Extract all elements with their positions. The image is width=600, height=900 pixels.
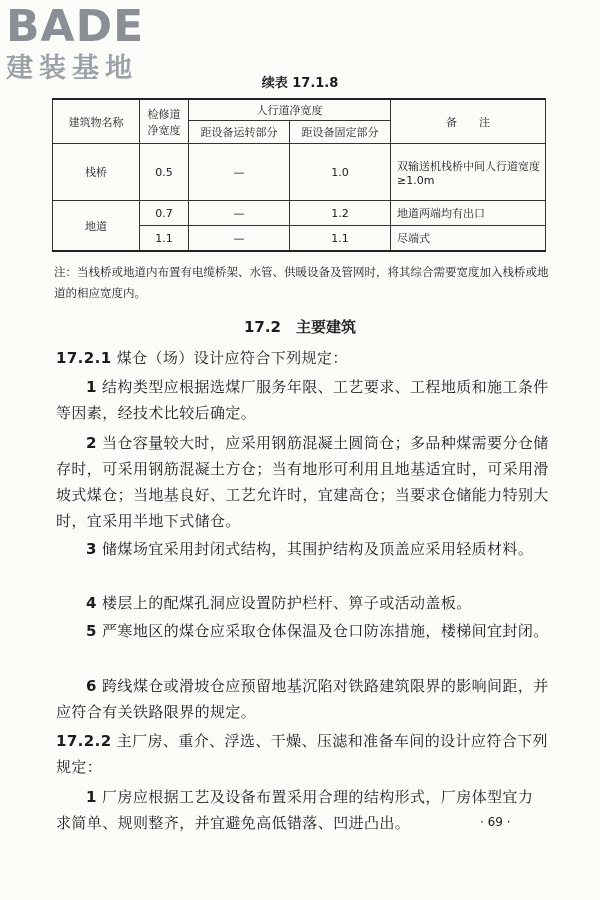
item-text: 厂房应根据工艺及设备布置采用合理的结构形式，厂房体型宜力求简单、规则整齐，并宜避免高低错落、凹进凸出。 — [56, 788, 534, 832]
item-text: 结构类型应根据选煤厂服务年限、工艺要求、工程地质和施工条件等因素，经技术比较后确定。 — [56, 378, 549, 422]
table-row — [53, 144, 546, 201]
item-number: 1 — [86, 788, 97, 806]
cell-moving: — — [189, 201, 290, 226]
page-number: · 69 · — [480, 815, 511, 829]
cell-moving: — — [189, 226, 290, 252]
header-remark: 备 注 — [391, 99, 546, 144]
cell-name: 栈桥 — [53, 144, 140, 201]
table-caption: 续表 17.1.8 — [261, 76, 339, 91]
item-text: 严寒地区的煤仓应采取仓体保温及仓口防冻措施，楼梯间宜封闭。 — [102, 622, 549, 640]
cell-name: 地道 — [53, 201, 140, 252]
header-from-fixed-parts: 距设备固定部分 — [290, 121, 391, 144]
cell-clear: 1.1 — [140, 226, 189, 252]
item-number: 1 — [86, 378, 97, 396]
item-number: 3 — [86, 540, 97, 558]
list-item — [56, 784, 536, 836]
item-text: 当仓容量较大时，应采用钢筋混凝土圆筒仓；多品种煤需要分仓储存时，可采用钢筋混凝土方仓；当有地形可利用且地基适宜时，可采用滑坡式煤仓；当地基良好、工艺允许时，宜建高仓；当要求仓储能力特别大时，宜采用半地下式储仓。 — [56, 434, 549, 530]
clause-number: 17.2.2 — [56, 732, 112, 750]
item-text: 楼层上的配煤孔洞应设置防护栏杆、箅子或活动盖板。 — [102, 594, 472, 612]
item-number: 4 — [86, 594, 97, 612]
item-number: 5 — [86, 622, 97, 640]
item-text: 储煤场宜采用封闭式结构，其围护结构及顶盖应采用轻质材料。 — [102, 540, 534, 558]
cell-fixed: 1.1 — [290, 226, 391, 252]
header-building-name: 建筑物名称 — [53, 99, 140, 144]
cell-remark: 地道两端均有出口 — [391, 201, 546, 226]
cell-clear: 0.7 — [140, 201, 189, 226]
cell-clear: 0.5 — [140, 144, 189, 201]
table-row — [53, 201, 546, 226]
list-item — [56, 590, 550, 616]
clause-text: 煤仓（场）设计应符合下列规定： — [116, 349, 348, 367]
cell-fixed: 1.2 — [290, 201, 391, 226]
cell-fixed: 1.0 — [290, 144, 391, 201]
header-walkway-width: 人行道净宽度 — [189, 99, 391, 121]
list-item — [56, 673, 550, 725]
list-item — [56, 536, 550, 562]
clause-text: 主厂房、重介、浮选、干燥、压滤和准备车间的设计应符合下列规定： — [56, 732, 548, 776]
list-item — [56, 618, 550, 644]
logo-subtitle: 建装基地 — [6, 53, 138, 84]
cell-remark: 双输送机栈桥中间人行道宽度≥1.0m — [391, 144, 546, 201]
header-from-moving-parts: 距设备运转部分 — [189, 121, 290, 144]
clause-number: 17.2.1 — [56, 349, 112, 367]
clause-17-2-1 — [56, 345, 550, 371]
table-note: 注：当栈桥或地道内布置有电缆桥架、水管、供暖设备及管网时，将其综合需要宽度加入栈桥或地道的相应宽度内。 — [54, 265, 549, 300]
clause-17-2-2 — [56, 728, 550, 780]
item-number: 6 — [86, 677, 97, 695]
cell-moving: — — [189, 144, 290, 201]
item-number: 2 — [86, 434, 97, 452]
cell-remark: 尽端式 — [391, 226, 546, 252]
walkway-width-table — [52, 98, 546, 252]
header-clear-width: 检修道 净宽度 — [140, 99, 189, 144]
section-title: 17.2 主要建筑 — [243, 318, 356, 336]
list-item — [56, 430, 550, 534]
list-item — [56, 374, 550, 426]
logo-title: BADE — [6, 1, 145, 52]
item-text: 跨线煤仓或滑坡仓应预留地基沉陷对铁路建筑限界的影响间距，并应符合有关铁路限界的规定。 — [56, 677, 549, 721]
